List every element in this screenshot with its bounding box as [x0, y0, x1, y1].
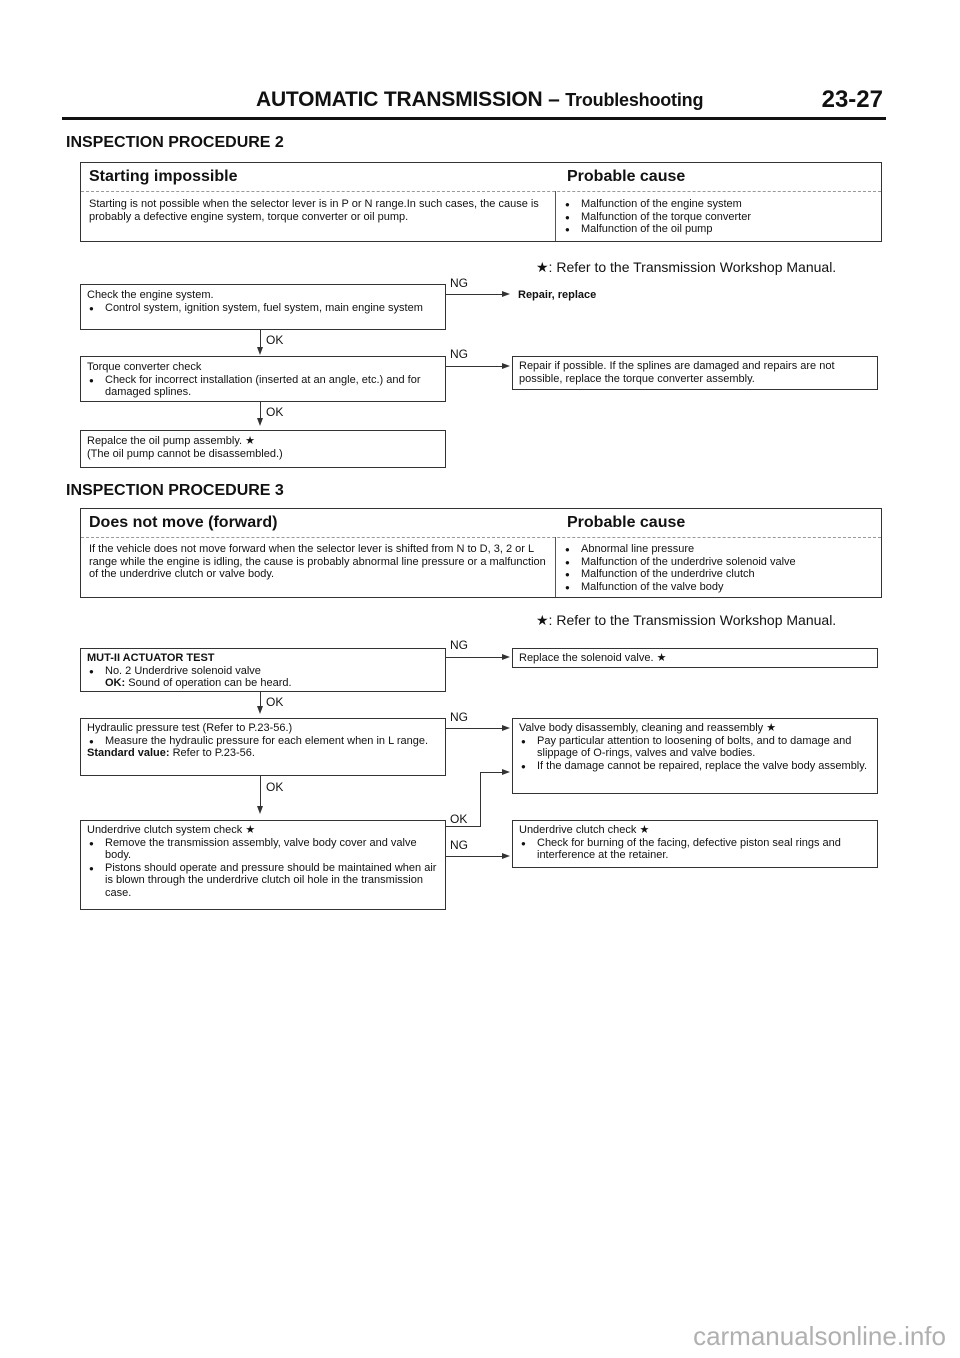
proc3-step1-ok-line: [87, 677, 439, 690]
proc3-clutch-box: [512, 820, 878, 868]
proc2-step2-ng: NG: [450, 347, 468, 361]
proc3-summary-table: [80, 508, 882, 598]
page-header-title: [256, 88, 703, 112]
proc3-cause-2: ● Malfunction of the underdrive solenoid valve: [563, 556, 873, 569]
proc3-step2-std-text: Refer to P.23-56.: [172, 747, 255, 759]
proc2-ok2-arrow: [257, 418, 263, 426]
proc3-ok1-arrow: [257, 706, 263, 714]
proc3-step2-box: [80, 718, 446, 776]
proc3-ok3-connector-v: [480, 772, 481, 827]
proc2-step1-ok: OK: [266, 333, 284, 347]
proc2-cause-1: ● Malfunction of the engine system: [563, 198, 873, 211]
proc2-ng2-arrow: [502, 363, 510, 369]
proc2-step3-box: [80, 430, 446, 468]
proc2-ng2-connector: [446, 366, 502, 367]
proc2-cause-head: Probable cause: [567, 168, 686, 185]
proc2-ng1-action: Repair, replace: [518, 289, 597, 301]
proc2-cause-3: ● Malfunction of the oil pump: [563, 223, 873, 236]
proc3-step1-ok: OK: [266, 695, 284, 709]
proc2-step2-bullet: ● Check for incorrect installation (inserted at an angle, etc.) and for damaged splines.: [87, 374, 439, 399]
footer-watermark: carmanualsonline.info: [693, 1321, 946, 1351]
proc3-cause-list: [563, 543, 873, 593]
proc3-ng1-connector: [446, 657, 502, 658]
proc3-valve-bullet-1: ● Pay particular attention to loosening of bolts, and to damage and slippage of O-rings, valves and valve bodies.: [519, 735, 871, 760]
proc2-ng2-action: Repair if possible. If the splines are damaged and repairs are not possible, replace the torque converter assembly.: [519, 360, 835, 385]
proc3-ng1-action-box: [512, 648, 878, 668]
proc3-step2-bullet: ● Measure the hydraulic pressure for each element when in L range.: [87, 735, 439, 748]
header-subtitle: Troubleshooting: [565, 90, 704, 110]
proc3-step3-box: [80, 820, 446, 910]
proc2-step1-title: Check the engine system.: [87, 289, 214, 301]
proc2-step1-ng: NG: [450, 276, 468, 290]
proc3-ok3-arrow: [502, 769, 510, 775]
proc3-ng2-connector: [446, 728, 502, 729]
proc3-cause-4: ● Malfunction of the valve body: [563, 581, 873, 594]
proc3-step2-std-label: Standard value:: [87, 747, 170, 759]
proc2-ng2-action-box: [512, 356, 878, 390]
proc3-ok2-arrow: [257, 806, 263, 814]
proc3-ok2-connector: [260, 776, 261, 806]
proc3-col-divider: [555, 537, 556, 597]
proc2-heading: INSPECTION PROCEDURE 2: [66, 134, 284, 151]
header-rule: [62, 117, 886, 120]
proc3-cause-3: ● Malfunction of the underdrive clutch: [563, 568, 873, 581]
proc3-ng1-action: Replace the solenoid valve. ★: [519, 652, 667, 664]
proc3-step3-ok: OK: [450, 812, 468, 826]
proc2-ref-note: ★: Refer to the Transmission Workshop Manual.: [536, 259, 837, 275]
proc3-step1-ok-label: OK:: [105, 677, 126, 689]
proc2-col-divider: [555, 191, 556, 241]
proc3-ok3-connector-top: [480, 772, 502, 773]
proc2-divider: [81, 191, 881, 193]
proc3-symptom: Does not move (forward): [89, 514, 278, 531]
proc3-valve-title: Valve body disassembly, cleaning and reassembly ★: [519, 722, 777, 734]
proc2-step3-line1: Repalce the oil pump assembly. ★: [87, 435, 256, 447]
proc3-divider: [81, 537, 881, 539]
proc3-clutch-title: Underdrive clutch check ★: [519, 824, 650, 836]
proc3-step3-bullet-1: ● Remove the transmission assembly, valve body cover and valve body.: [87, 837, 439, 862]
proc2-cause-2: ● Malfunction of the torque converter: [563, 211, 873, 224]
proc2-step2-ok: OK: [266, 405, 284, 419]
page-number: 23-27: [821, 86, 883, 113]
proc2-step1-box: [80, 284, 446, 330]
proc2-ng1-arrow: [502, 291, 510, 297]
proc3-step1-box: [80, 648, 446, 692]
proc3-step3-ng: NG: [450, 838, 468, 852]
proc3-step1-ok-text: Sound of operation can be heard.: [128, 677, 292, 689]
proc3-ok1-connector: [260, 692, 261, 706]
proc3-ng1-arrow: [502, 654, 510, 660]
proc3-valve-box: [512, 718, 878, 794]
proc3-ok3-connector-h: [446, 826, 480, 827]
proc2-ok2-connector: [260, 402, 261, 418]
proc3-step1-bullet: ● No. 2 Underdrive solenoid valve: [87, 665, 439, 678]
proc2-step3-line2: (The oil pump cannot be disassembled.): [87, 447, 283, 460]
proc3-step2-std-line: [87, 747, 439, 760]
proc2-summary-table: [80, 162, 882, 242]
header-title: AUTOMATIC TRANSMISSION –: [256, 88, 560, 111]
proc3-step1-ng: NG: [450, 638, 468, 652]
proc2-step2-box: [80, 356, 446, 402]
proc3-desc: If the vehicle does not move forward when the selector lever is shifted from N to D, 3, 2 or L range while the engine is idling, the cause is probably abnormal line pressure or a malfunction of the underdrive clutch or valve body.: [89, 543, 546, 580]
proc3-ng2-arrow: [502, 725, 510, 731]
proc3-step2-title: Hydraulic pressure test (Refer to P.23-56.): [87, 722, 293, 734]
proc3-step3-bullet-2: ● Pistons should operate and pressure should be maintained when air is blown through the underdrive clutch oil hole in the transmission case.: [87, 862, 439, 900]
proc3-step3-title: Underdrive clutch system check ★: [87, 824, 256, 836]
proc2-symptom: Starting impossible: [89, 168, 238, 185]
proc3-ng3-arrow: [502, 853, 510, 859]
proc2-desc: Starting is not possible when the selector lever is in P or N range.In such cases, the cause is probably a defective engine system, torque converter or oil pump.: [89, 198, 539, 223]
proc3-ng3-connector: [446, 856, 502, 857]
proc2-step1-bullet: ● Control system, ignition system, fuel system, main engine system: [87, 302, 439, 315]
proc3-step1-title: MUT-II ACTUATOR TEST: [87, 652, 215, 664]
proc2-ng1-connector: [446, 294, 502, 295]
proc3-cause-1: ● Abnormal line pressure: [563, 543, 873, 556]
proc3-valve-bullet-2: ● If the damage cannot be repaired, replace the valve body assembly.: [519, 760, 871, 773]
proc3-ref-note: ★: Refer to the Transmission Workshop Manual.: [536, 612, 837, 628]
proc2-cause-list: [563, 198, 873, 236]
proc2-step2-title: Torque converter check: [87, 361, 202, 373]
proc2-ok1-connector: [260, 330, 261, 347]
proc3-cause-head: Probable cause: [567, 514, 686, 531]
proc3-step2-ok: OK: [266, 780, 284, 794]
proc3-step2-ng: NG: [450, 710, 468, 724]
proc3-heading: INSPECTION PROCEDURE 3: [66, 482, 284, 499]
proc2-ok1-arrow: [257, 347, 263, 355]
proc3-clutch-bullet: ● Check for burning of the facing, defective piston seal rings and interference at the retainer.: [519, 837, 871, 862]
